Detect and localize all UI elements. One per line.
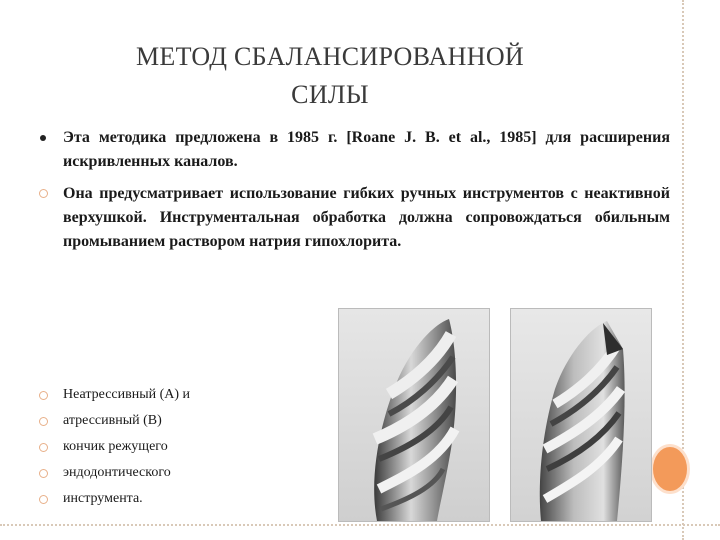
bullet-ring-icon — [39, 469, 48, 478]
caption-text: Неатрессивный (А) и — [63, 387, 191, 402]
bullet-dot-icon — [40, 135, 46, 141]
instrument-tip-image-a — [338, 308, 490, 522]
caption-item — [40, 382, 320, 408]
bullet-ring-icon — [39, 495, 48, 504]
caption-text: атрессивный (В) — [63, 413, 162, 428]
bullet-ring-icon — [39, 189, 48, 198]
spiral-drill-icon — [339, 309, 489, 521]
decorative-circle — [653, 447, 687, 491]
instrument-tip-image-b — [510, 308, 652, 522]
caption-text: кончик режущего — [63, 439, 168, 454]
caption-item — [40, 460, 320, 486]
caption-text: эндодонтического — [63, 465, 171, 480]
title-line-2: СИЛЫ — [291, 80, 369, 109]
caption-text: инструмента. — [63, 491, 143, 506]
caption-item — [40, 434, 320, 460]
title-line-1: МЕТОД СБАЛАНСИРОВАННОЙ — [135, 42, 524, 71]
bullet-text: Она предусматривает использование гибких ручных инструментов с неактивной верхушкой. Инструментальная обработка должна сопровождаться обильным промыванием раствором натрия гипохлорита. — [63, 185, 670, 250]
bullet-text: Эта методика предложена в 1985 г. [Roane J. B. et al., 1985] для расширения искривленных каналов. — [63, 129, 670, 170]
caption-item — [40, 486, 320, 512]
slide-border-horizontal — [0, 524, 720, 526]
bullet-item — [40, 182, 670, 254]
bullet-ring-icon — [39, 443, 48, 452]
slide-title — [60, 38, 600, 114]
bullet-ring-icon — [39, 391, 48, 400]
caption-bullets — [40, 382, 320, 512]
bullet-ring-icon — [39, 417, 48, 426]
caption-item — [40, 408, 320, 434]
bullet-item — [40, 126, 670, 174]
spiral-drill-icon — [511, 309, 651, 521]
main-bullets — [40, 126, 670, 262]
